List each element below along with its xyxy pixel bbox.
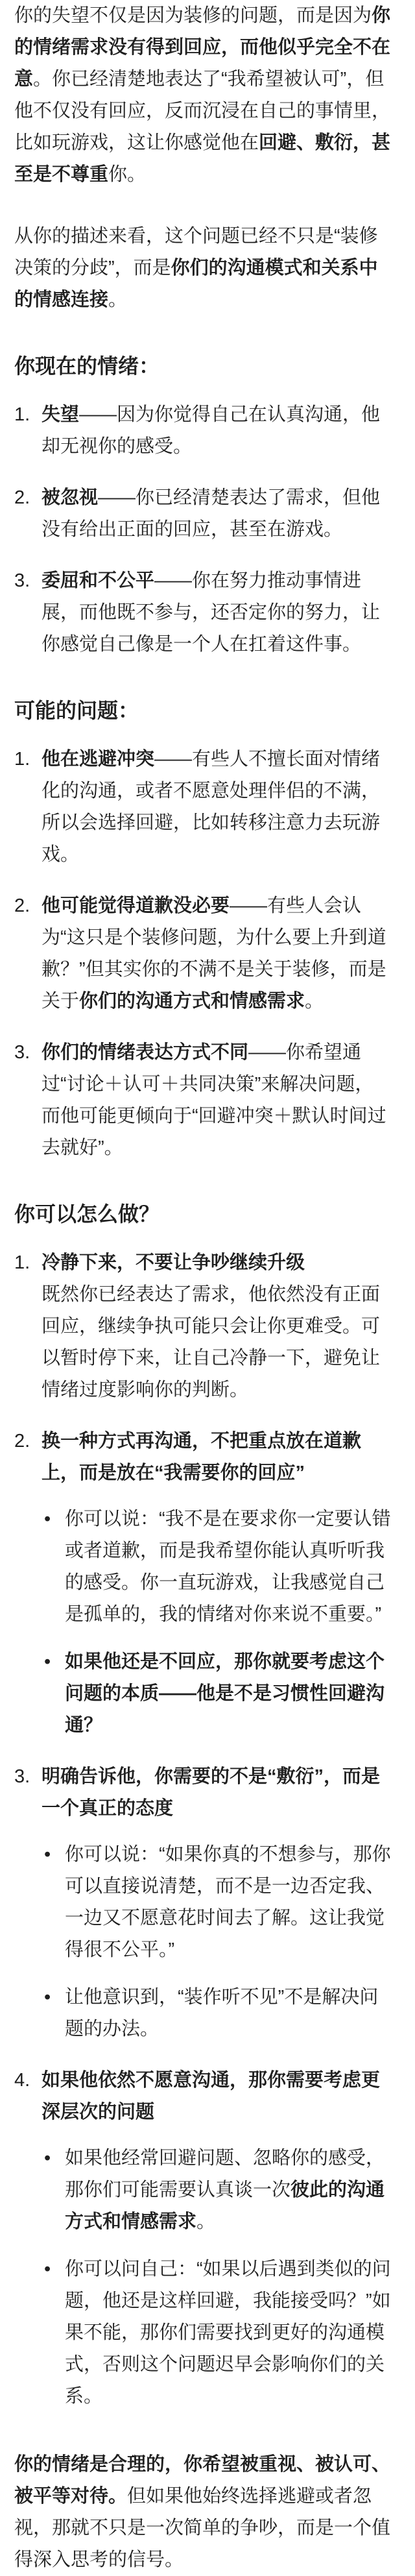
section-title-problems: 可能的问题： <box>14 699 139 722</box>
bold-text: 他可能觉得道歉没必要 <box>42 895 230 916</box>
text-segment: 但如果他始终选择逃避或者忽视，那就不只是一次简单的争吵，而是一个值得深入思考的信号。 <box>14 2486 391 2570</box>
list-item <box>14 1037 392 1164</box>
text-segment: 。 <box>196 2211 216 2232</box>
list-number: 4. <box>14 2070 30 2091</box>
sub-list-item <box>42 2254 392 2412</box>
list-number: 2. <box>14 1431 30 1452</box>
list-number: 2. <box>14 487 30 508</box>
action-body: 既然你已经表达了需求，他依然没有正面回应，继续争执可能只会让你更难受。可以暂时停下来，让自己冷静一下，避免让情绪过度影响你的判断。 <box>42 1284 381 1400</box>
action-heading: 换一种方式再沟通，不把重点放在道歉上，而是放在“我需要你的回应” <box>42 1431 362 1483</box>
sub-list <box>42 1839 392 2045</box>
text-segment: 。 <box>305 991 324 1012</box>
list-item <box>14 744 392 871</box>
list-item-text <box>42 895 386 1012</box>
list-item-text <box>42 749 380 865</box>
list-item <box>14 890 392 1017</box>
list-number: 3. <box>14 570 30 591</box>
sub-list-item <box>42 1646 392 1742</box>
bold-text: 你的情绪需求没有得到回应，而他似乎完全不在意 <box>14 5 391 90</box>
list-item-text <box>42 404 380 457</box>
text-segment: ——你希望通过“讨论＋认可＋共同决策”来解决问题，而他可能更倾向于“回避冲突＋默认时间过去就好”。 <box>42 1042 386 1158</box>
bold-text: 委屈和不公平 <box>42 570 155 591</box>
list-number: 1. <box>14 1252 30 1273</box>
list-item <box>14 565 392 661</box>
bold-text: 失望 <box>42 404 80 425</box>
sub-list-item <box>42 1503 392 1631</box>
list-item <box>14 1247 392 1406</box>
list-number: 3. <box>14 1042 30 1063</box>
text-segment: 你可以说：“我不是在要求你一定要认错或者道歉，而是我希望你能认真听听我的感受。你一直玩游戏，让我感觉自己是孤单的，我的情绪对你来说不重要。” <box>65 1509 391 1625</box>
list-item <box>14 1426 392 1742</box>
text-segment: 。 <box>108 289 128 310</box>
bold-text: 你们的沟通方式和情感需求 <box>79 991 305 1012</box>
sub-item-text <box>65 1651 385 1736</box>
list-number: 1. <box>14 404 30 425</box>
sub-list-item <box>42 2143 392 2238</box>
bold-text: 他在逃避冲突 <box>42 749 155 770</box>
bullet-icon: • <box>44 1651 51 1672</box>
list-number: 1. <box>14 749 30 770</box>
section-title-actions: 你可以怎么做？ <box>14 1202 160 1226</box>
action-heading: 冷静下来，不要让争吵继续升级 <box>42 1252 305 1273</box>
text-segment: 让他意识到，“装作听不见”不是解决问题的办法。 <box>65 1987 379 2039</box>
bold-text: 被忽视 <box>42 487 99 508</box>
section-title-emotions: 你现在的情绪： <box>14 354 160 378</box>
bullet-icon: • <box>44 1987 51 2008</box>
bullet-icon: • <box>44 1509 51 1529</box>
text-segment: ——有些人不擅长面对情绪化的沟通，或者不愿意处理伴侣的不满，所以会选择回避，比如转移注意力去玩游戏。 <box>42 749 381 865</box>
emotions-list <box>14 399 392 661</box>
sub-list <box>42 1503 392 1742</box>
sub-list <box>42 2143 392 2412</box>
sub-item-text <box>65 1987 378 2039</box>
text-segment: ——你在努力推动事情进展，而他既不参与，还否定你的努力，让你感觉自己像是一个人在扛着这件事。 <box>42 570 381 655</box>
text-segment: 从你的描述来看，这个问题已经不只是“装修决策的分歧”，而是 <box>14 226 378 278</box>
bold-text: 你的情绪是合理的，你希望被重视、被认可、被平等对待。 <box>14 2454 391 2507</box>
bullet-icon: • <box>44 1844 51 1865</box>
action-heading: 明确告诉他，你需要的不是“敷衍”，而是一个真正的态度 <box>42 1766 381 1819</box>
text-segment: 你可以说：“如果你真的不想参与，那你可以直接说清楚，而不是一边否定我、一边又不愿意花时间去了解。这让我觉得很不公平。” <box>65 1844 391 1960</box>
sub-list-item <box>42 1982 392 2045</box>
list-number: 2. <box>14 895 30 916</box>
bold-text: 你们的沟通模式和关系中的情感连接 <box>14 258 378 310</box>
text-segment: 你。 <box>108 164 147 185</box>
bullet-icon: • <box>44 2259 51 2279</box>
text-segment: 。你已经清楚地表达了“我希望被认可”，但他不仅没有回应，反而沉浸在自己的事情里，比如玩游戏，这让你感觉他在 <box>14 69 391 153</box>
bold-text: 你们的情绪表达方式不同 <box>42 1042 249 1063</box>
list-item-text <box>42 1042 386 1158</box>
intro-paragraph-2 <box>14 221 392 316</box>
sub-list-item <box>42 1839 392 1966</box>
text-segment: 你的失望不仅是因为装修的问题，而是因为 <box>14 5 372 26</box>
sub-item-text <box>65 1844 391 1960</box>
sub-item-text <box>65 1509 391 1625</box>
closing-paragraph <box>14 2449 392 2576</box>
bold-text: 彼此的沟通方式和情感需求 <box>65 2180 385 2232</box>
text-segment: ——你已经清楚表达了需求，但他没有给出正面的回应，甚至在游戏。 <box>42 487 381 540</box>
text-segment: ——因为你觉得自己在认真沟通，他却无视你的感受。 <box>42 404 381 457</box>
problems-list <box>14 744 392 1164</box>
list-number: 3. <box>14 1766 30 1787</box>
sub-item-text <box>65 2148 385 2232</box>
action-heading: 如果他依然不愿意沟通，那你需要考虑更深层次的问题 <box>42 2070 381 2122</box>
bold-text: 如果他还是不回应，那你就要考虑这个问题的本质——他是不是习惯性回避沟通？ <box>65 1651 385 1736</box>
list-item <box>14 2065 392 2412</box>
text-segment: ——有些人会认为“这只是个装修问题，为什么要上升到道歉？”但其实你的不满不是关于装修，而是关于 <box>42 895 386 1012</box>
bullet-icon: • <box>44 2148 51 2169</box>
actions-list <box>14 1247 392 2412</box>
bold-text: 回避、敷衍，甚至是不尊重 <box>14 132 391 185</box>
text-segment: 如果他经常回避问题、忽略你的感受，那你们可能需要认真谈一次 <box>65 2148 385 2200</box>
list-item <box>14 399 392 463</box>
text-segment: 你可以问自己：“如果以后遇到类似的问题，他还是这样回避，我能接受吗？”如果不能，那你们需要找到更好的沟通模式，否则这个问题迟早会影响你们的关系。 <box>65 2259 391 2407</box>
list-item <box>14 1761 392 2045</box>
list-item-text <box>42 570 380 655</box>
list-item <box>14 482 392 546</box>
sub-item-text <box>65 2259 391 2407</box>
list-item-text <box>42 487 380 540</box>
intro-paragraph-1 <box>14 0 392 191</box>
